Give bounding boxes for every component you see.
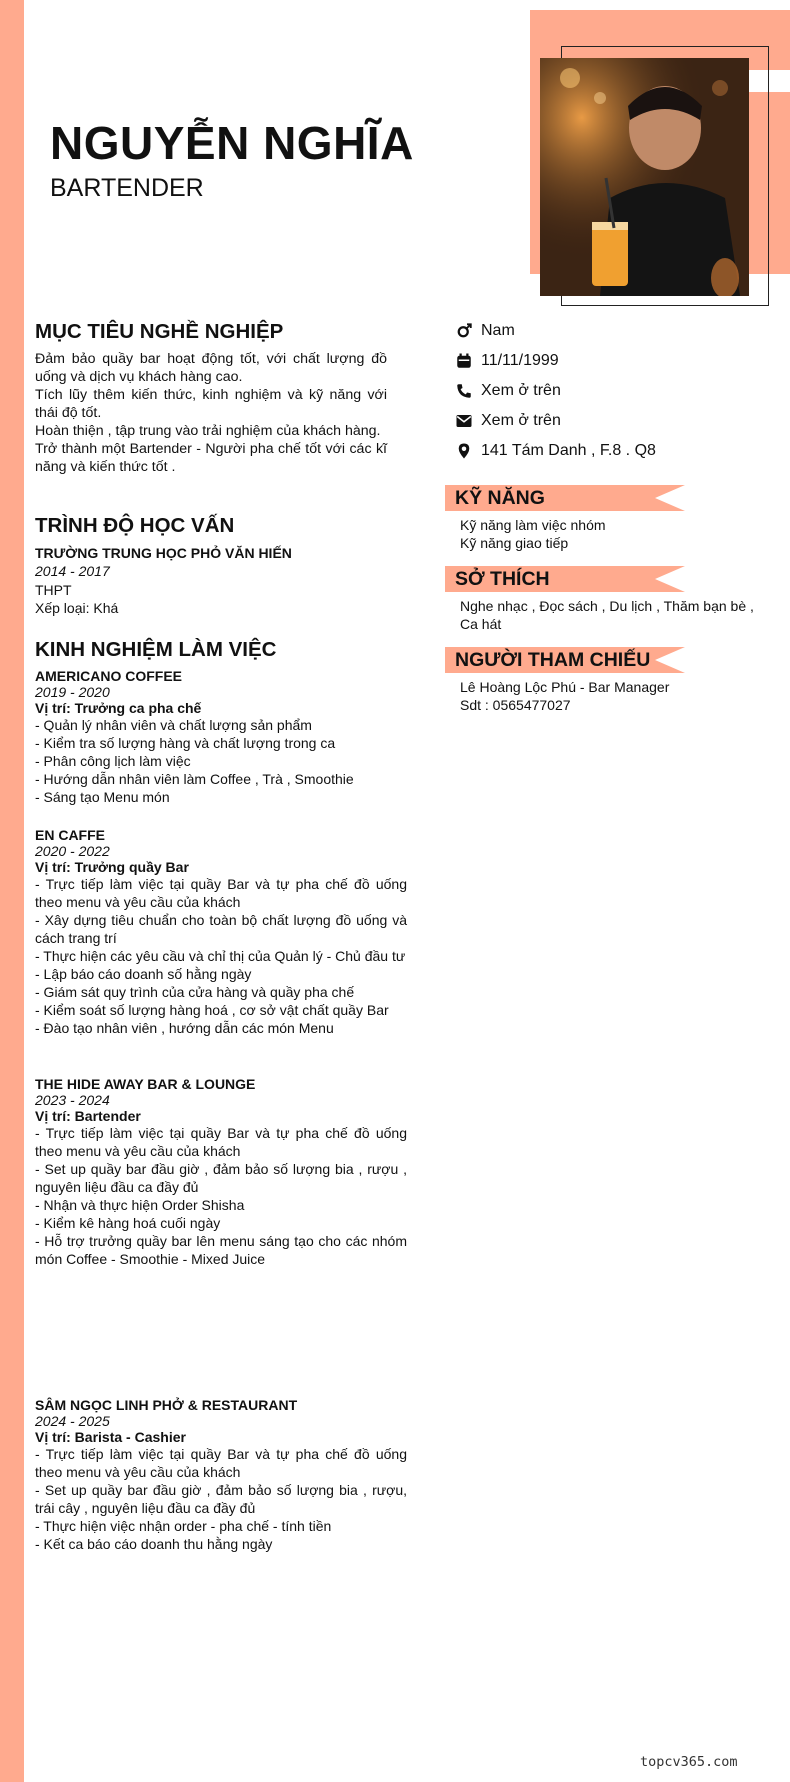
footer-watermark: topcv365.com: [640, 1754, 738, 1770]
job-years: 2019 - 2020: [35, 684, 110, 700]
info-phone: [455, 380, 561, 402]
gender-icon: [455, 322, 473, 340]
profile-photo: [540, 58, 749, 296]
info-address: [455, 440, 656, 462]
job-entry: [35, 1076, 407, 1268]
hobbies-ribbon: [445, 566, 685, 592]
education-years: 2014 - 2017: [35, 563, 110, 579]
job-duty: - Trực tiếp làm việc tại quầy Bar và tự pha chế đồ uống theo menu và yêu cầu của khách: [35, 876, 407, 910]
references-text: [460, 678, 760, 714]
job-duty: - Thực hiện việc nhận order - pha chế - tính tiền: [35, 1518, 332, 1534]
job-duty: - Thực hiện các yêu cầu và chỉ thị của Quản lý - Chủ đầu tư: [35, 948, 406, 964]
job-duty: - Set up quầy bar đầu giờ , đảm bảo số lượng bia , rượu , nguyên liệu đầu ca đầy đủ: [35, 1161, 407, 1195]
company-name: EN CAFFE: [35, 827, 105, 843]
objective-line: Hoàn thiện , tập trung vào trải nghiệm của khách hàng.: [35, 423, 381, 439]
job-duty: - Trực tiếp làm việc tại quầy Bar và tự pha chế đồ uống theo menu và yêu cầu của khách: [35, 1125, 407, 1159]
job-duty: - Set up quầy bar đầu giờ , đảm bảo số lượng bia , rượu, trái cây , nguyên liệu đầu ca đầy đủ: [35, 1482, 407, 1516]
info-value: Nam: [481, 322, 515, 339]
skill-item: Kỹ năng làm việc nhóm: [460, 517, 606, 533]
job-duty: - Kiểm soát số lượng hàng hoá , cơ sở vật chất quầy Bar: [35, 1002, 389, 1018]
info-value: 141 Tám Danh , F.8 . Q8: [481, 442, 656, 459]
skill-item: Kỹ năng giao tiếp: [460, 535, 569, 551]
job-duty: - Lập báo cáo doanh số hằng ngày: [35, 966, 252, 982]
job-position: Vị trí: Trưởng ca pha chế: [35, 700, 202, 716]
job-years: 2020 - 2022: [35, 843, 110, 859]
reference-line: Lê Hoàng Lộc Phú - Bar Manager: [460, 679, 670, 695]
hobbies-text: Nghe nhạc , Đọc sách , Du lịch , Thăm bạn bè , Ca hát: [460, 598, 754, 632]
job-duty: - Nhận và thực hiện Order Shisha: [35, 1197, 245, 1213]
info-value: Xem ở trên: [481, 412, 561, 429]
calendar-icon: [455, 352, 473, 370]
job-duty: - Giám sát quy trình của cửa hàng và quầy pha chế: [35, 984, 355, 1000]
info-birthday: [455, 350, 559, 372]
info-value: Xem ở trên: [481, 382, 561, 399]
skills-heading: KỸ NĂNG: [455, 487, 545, 509]
job-duty: - Quản lý nhân viên và chất lượng sản phẩm: [35, 717, 312, 733]
job-duty: - Phân công lịch làm việc: [35, 753, 191, 769]
candidate-name: NGUYỄN NGHĨA: [50, 117, 414, 169]
education-grade: Xếp loại: Khá: [35, 600, 119, 616]
objective-line: Trở thành một Bartender - Người pha chế tốt với các kĩ năng và kiến thức tốt .: [35, 441, 387, 475]
reference-line: Sdt : 0565477027: [460, 697, 571, 713]
company-name: SÂM NGỌC LINH PHỞ & RESTAURANT: [35, 1397, 298, 1413]
job-duty: - Đào tạo nhân viên , hướng dẫn các món Menu: [35, 1020, 334, 1036]
objective-heading: MỤC TIÊU NGHỀ NGHIỆP: [35, 320, 284, 343]
job-entry: [35, 827, 407, 1037]
left-accent-bar: [0, 0, 24, 1782]
job-position: Vị trí: Bartender: [35, 1108, 141, 1124]
job-title: BARTENDER: [50, 174, 204, 202]
job-entry: [35, 1397, 407, 1553]
job-position: Vị trí: Trưởng quầy Bar: [35, 859, 189, 875]
job-years: 2024 - 2025: [35, 1413, 110, 1429]
hobbies-heading: SỞ THÍCH: [455, 568, 550, 590]
job-entry: [35, 668, 407, 806]
job-duty: - Trực tiếp làm việc tại quầy Bar và tự pha chế đồ uống theo menu và yêu cầu của khách: [35, 1446, 407, 1480]
objective-line: Tích lũy thêm kiến thức, kinh nghiệm và kỹ năng với thái độ tốt.: [35, 387, 387, 421]
skills-ribbon: [445, 485, 685, 511]
school-name: TRƯỜNG TRUNG HỌC PHỎ VĂN HIẾN: [35, 545, 292, 561]
job-duty: - Kiểm kê hàng hoá cuối ngày: [35, 1215, 221, 1231]
job-years: 2023 - 2024: [35, 1092, 110, 1108]
job-duty: - Sáng tạo Menu món: [35, 789, 170, 805]
education-heading: TRÌNH ĐỘ HỌC VẤN: [35, 514, 235, 537]
job-duty: - Kết ca báo cáo doanh thu hằng ngày: [35, 1536, 273, 1552]
references-heading: NGƯỜI THAM CHIẾU: [455, 649, 651, 671]
email-icon: [455, 412, 473, 430]
skills-list: [460, 516, 760, 552]
job-duty: - Hỗ trợ trưởng quầy bar lên menu sáng tạo cho các nhóm món Coffee - Smoothie - Mixed Juice: [35, 1233, 407, 1267]
objective-text: [35, 350, 387, 476]
info-value: 11/11/1999: [481, 352, 559, 369]
company-name: THE HIDE AWAY BAR & LOUNGE: [35, 1076, 256, 1092]
location-icon: [455, 442, 473, 460]
info-email: [455, 410, 561, 432]
phone-icon: [455, 382, 473, 400]
info-gender: [455, 320, 515, 342]
job-duty: - Xây dựng tiêu chuẩn cho toàn bộ chất lượng đồ uống và cách trang trí: [35, 912, 407, 946]
job-duty: - Kiểm tra số lượng hàng và chất lượng trong ca: [35, 735, 336, 751]
job-position: Vị trí: Barista - Cashier: [35, 1429, 186, 1445]
objective-line: Đảm bảo quầy bar hoạt động tốt, với chất lượng đồ uống và dịch vụ khách hàng cao.: [35, 351, 387, 385]
education-degree: THPT: [35, 582, 72, 598]
experience-heading: KINH NGHIỆM LÀM VIỆC: [35, 638, 277, 661]
company-name: AMERICANO COFFEE: [35, 668, 182, 684]
job-duty: - Hướng dẫn nhân viên làm Coffee , Trà , Smoothie: [35, 771, 354, 787]
references-ribbon: [445, 647, 685, 673]
